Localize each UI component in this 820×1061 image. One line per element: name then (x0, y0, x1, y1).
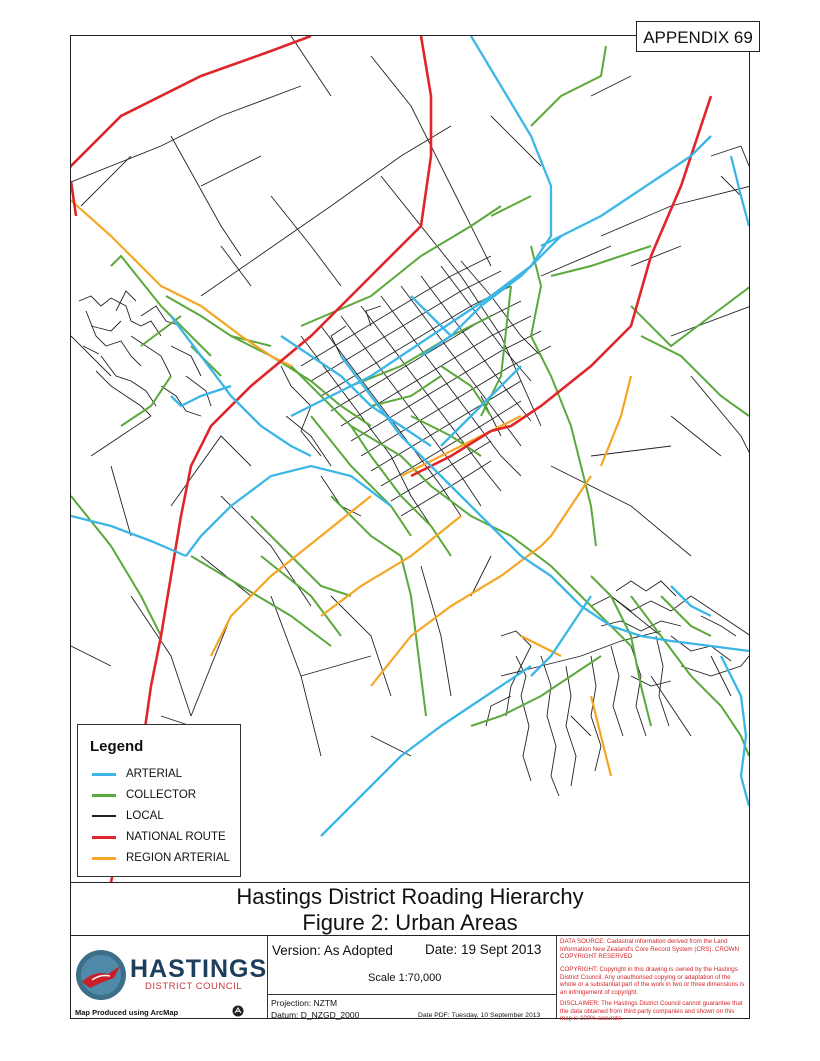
legend-item-collector (92, 787, 196, 803)
appendix-label: APPENDIX 69 (636, 21, 760, 52)
date-text: Date: 19 Sept 2013 (425, 942, 542, 957)
legend-label: REGION ARTERIAL (126, 852, 230, 864)
legend-item-arterial (92, 766, 182, 782)
arterial-roads (71, 36, 749, 836)
national-swatch (92, 836, 116, 839)
disclaimer-note: DISCLAIMER: The Hastings District Council cannot guarantee that the data obtained from third party companies and shown on this map is 100% accurate. (560, 1000, 743, 1022)
legend-title: Legend (90, 738, 144, 755)
scale-text: Scale 1:70,000 (368, 972, 442, 984)
legend-label: ARTERIAL (126, 768, 183, 780)
logo-subtitle: DISTRICT COUNCIL (145, 981, 243, 992)
divider (556, 936, 557, 1019)
date-pdf-text: Date PDF: Tuesday, 10 September 2013 (418, 1012, 541, 1019)
logo-wordmark: HASTINGS (130, 955, 268, 983)
legend-label: NATIONAL ROUTE (126, 831, 226, 843)
collector-roads (71, 46, 749, 756)
legend-item-national (92, 829, 226, 845)
collector-swatch (92, 794, 116, 797)
local-roads (71, 36, 749, 796)
datum-text: Datum: D_NZGD_2000 (271, 1010, 360, 1020)
legend-item-region (92, 850, 230, 866)
map-subtitle: Figure 2: Urban Areas (302, 910, 518, 935)
divider (267, 994, 556, 995)
region-arterial-roads (71, 196, 631, 776)
arterial-swatch (92, 773, 116, 776)
version-text: Version: As Adopted (272, 943, 393, 958)
legend-item-local (92, 808, 164, 824)
local-swatch (92, 815, 116, 816)
copyright-note: COPYRIGHT: Copyright in this drawing is owned by the Hastings District Council. Any unauthorised copying or adaptation of the whole or a substantial part of the work in two or three dimensions is an infringement of copyright. (560, 966, 745, 996)
data-source-note: DATA SOURCE: Cadastral information derived from the Land Information New Zealand's Core Record System (CRS). CROWN COPYRIGHT RESERVED (560, 938, 739, 960)
map-title: Hastings District Roading Hierarchy (236, 884, 584, 909)
map-legend (77, 724, 241, 877)
legend-label: LOCAL (126, 810, 164, 822)
arcmap-icon (232, 1005, 244, 1017)
region-swatch (92, 857, 116, 860)
legend-label: COLLECTOR (126, 789, 197, 801)
hastings-logo-icon (74, 948, 128, 1002)
projection-text: Projection: NZTM (271, 998, 338, 1008)
map-produced-label: Map Produced using ArcMap (75, 1008, 179, 1017)
